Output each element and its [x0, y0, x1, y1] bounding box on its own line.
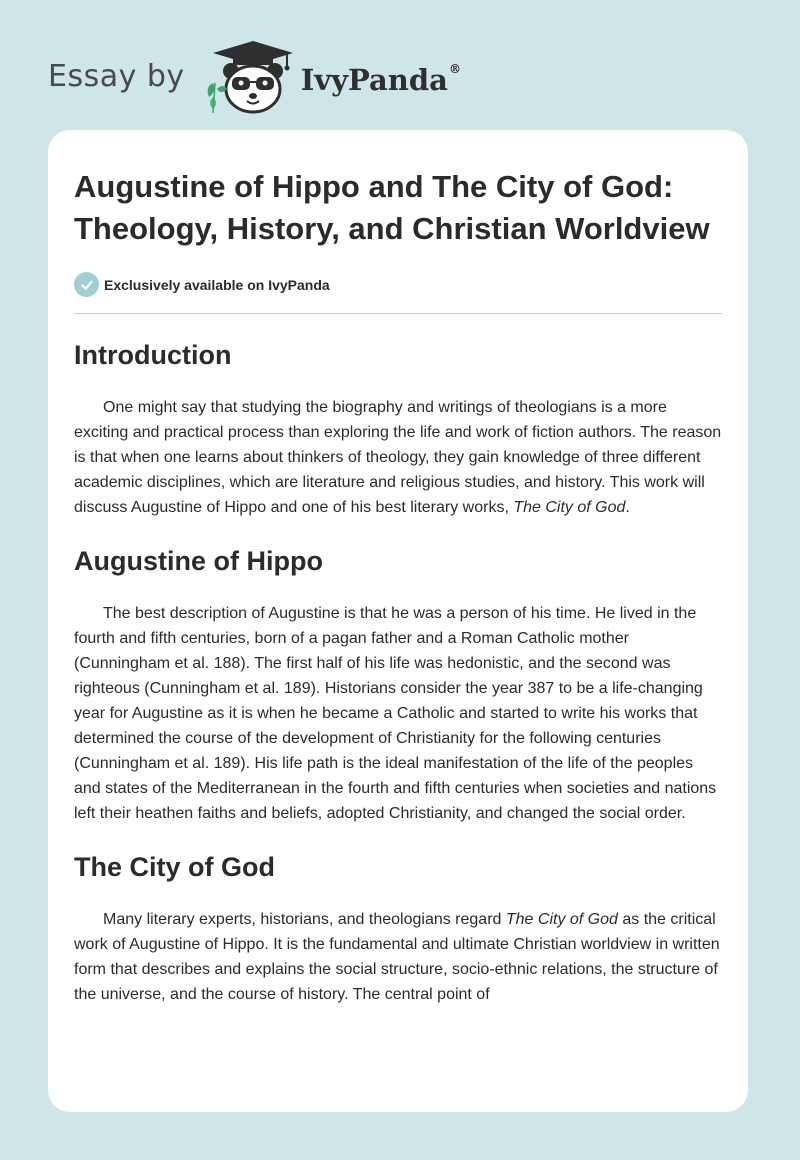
section-paragraph	[74, 907, 722, 1007]
section-heading: Introduction	[74, 340, 232, 370]
section-heading: The City of God	[74, 852, 275, 882]
section-heading: Augustine of Hippo	[74, 546, 323, 576]
section-paragraph	[74, 395, 722, 520]
paragraph-text-end: .	[625, 499, 630, 516]
book-title-italic: The City of God	[513, 499, 626, 516]
brand-prefix: Essay by	[48, 58, 185, 94]
exclusive-label: Exclusively available on IvyPanda	[104, 276, 330, 293]
essay-title: Augustine of Hippo and The City of God: Theology, History, and Christian Worldview	[74, 169, 710, 246]
section-introduction	[74, 338, 722, 520]
section-city-of-god	[74, 850, 722, 1007]
registered-mark: ®	[448, 62, 461, 77]
section-paragraph: The best description of Augustine is that he was a person of his time. He lived in the fourth and fifth centuries, born of a pagan father and a Roman Catholic mother (Cunningham et al. 188). The first half of his life was hedonistic, and the second was righteous (Cunningham et al. 189). Historians consider the year 387 to be a life-changing year for Augustine as it is when he became a Catholic and started to write his works that determined the course of the development of Christianity for the following centuries (Cunningham et al. 189). His life path is the ideal manifestation of the life of the peoples and states of the Mediterranean in the fourth and fifth centuries when societies and nations left their heathen faiths and beliefs, adopted Christianity, and changed the social order.	[74, 605, 717, 822]
paragraph-text: Many literary experts, historians, and theologians regard	[103, 911, 506, 928]
brand-name-text: IvyPanda	[300, 63, 448, 97]
panda-logo-icon	[203, 37, 295, 115]
check-circle-icon	[74, 272, 99, 297]
brand-header	[48, 36, 461, 116]
exclusive-badge-row	[74, 272, 722, 314]
essay-card	[48, 130, 748, 1112]
brand-name	[301, 63, 461, 97]
book-title-italic: The City of God	[505, 911, 618, 928]
paragraph-text: One might say that studying the biography and writings of theologians is a more exciting and practical process than exploring the life and work of fiction authors. The reason is that when one learns about thinkers of theology, they gain knowledge of three different academic disciplines, which are literature and religious studies, and history. This work will discuss Augustine of Hippo and one of his best literary works,	[74, 399, 722, 516]
section-augustine	[74, 544, 722, 826]
paragraph-text-end: as the critical work of Augustine of Hippo. It is the fundamental and ultimate Christian worldview in written form that describes and explains the social structure, socio-ethnic relations, the structure of the universe, and the course of history. The central point of	[74, 911, 720, 1003]
